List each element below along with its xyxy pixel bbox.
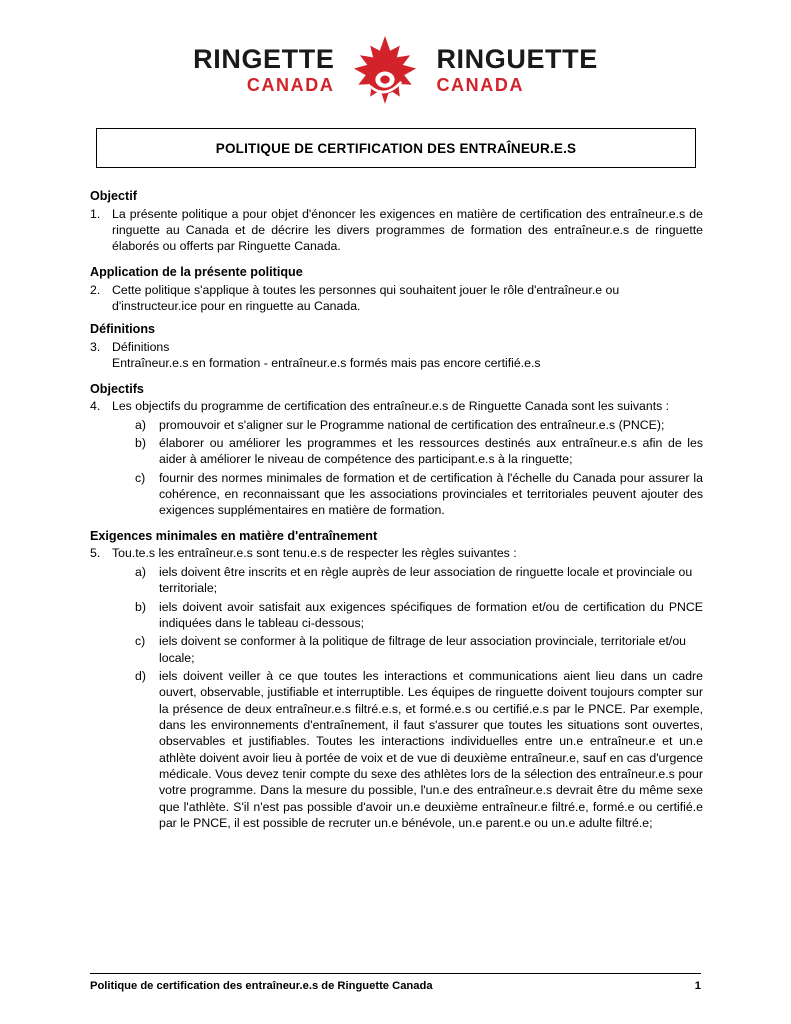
item-letter: c) (135, 470, 146, 485)
item-text: Les objectifs du programme de certification des entraîneur.e.s de Ringuette Canada sont les suivants : (112, 399, 670, 414)
list-item (90, 398, 703, 414)
heading-objectif: Objectif (90, 189, 137, 203)
item-letter: a) (135, 417, 146, 432)
item-text: fournir des normes minimales de formation et de certification à l'échelle du Canada pour assurer la cohérence, en reconnaissant que les associations provinciales et territoriales peuvent ajouter des exigences supplémentaires en matière de formation. (159, 470, 703, 518)
heading-objectifs: Objectifs (90, 381, 144, 396)
item-text: iels doivent avoir satisfait aux exigences spécifiques de formation et/ou de certification du PNCE indiquées dans le tableau ci-dessous; (159, 599, 703, 630)
heading-definitions: Définitions (90, 322, 156, 337)
logo-word-ringette: RINGETTE (193, 44, 335, 75)
maple-leaf-ring-icon (348, 33, 422, 107)
list-item (90, 339, 703, 355)
item-number: 2. (90, 282, 101, 297)
item-number: 3. (90, 339, 101, 354)
organization-logo (0, 34, 791, 106)
item-text: iels doivent être inscrits et en règle auprès de leur association de ringuette locale et provinciale ou territoriale; (159, 564, 693, 596)
list-item (90, 545, 703, 561)
heading-application: Application de la présente politique (90, 264, 303, 279)
logo-sub-canada-en: CANADA (246, 74, 335, 95)
list-item (135, 435, 703, 468)
item-letter: d) (135, 668, 146, 683)
list-item (135, 668, 703, 831)
list-item (90, 282, 703, 315)
item-text: iels doivent veiller à ce que toutes les interactions et communications aient lieu dans un cadre ouvert, observable, justifiable et interruptible. Les équipes de ringuette doivent toujours compter sur la présence de deux entraîneur.e.s filtré.e.s, et formé.e.s ou certifié.e.s par le PNCE. Par exemple, dans les environnements d'entraînement, il faut s'assurer que toutes les situations sont ouvertes, observables et justifiables. Toutes les interactions individuelles entre un.e entraîneur.e et un.e athlète doivent avoir lieu à portée de voix et de vue di deuxième entraîneur.e, sauf en cas d'urgence médicale. Vous devez tenir compte du sexe des athlètes lors de la sélection des entraîneur.e.s pour votre programme. Dans la mesure du possible, l'un.e des entraîneur.e.s devrait être du même sexe que l'athlète. S'il n'est pas possible d'avoir un.e deuxième entraîneur.e filtré.e, formé.e ou certifié.e par le PNCE, il est possible de recruter un.e bénévole, un.e parent.e ou un.e adulte filtré.e; (159, 668, 703, 830)
list-item (135, 633, 703, 666)
item-text: Tou.te.s les entraîneur.e.s sont tenu.e.s de respecter les règles suivantes : (112, 546, 517, 561)
logo-sub-canada-fr: CANADA (436, 74, 525, 95)
item-letter: b) (135, 599, 146, 614)
logo-word-ringuette: RINGUETTE (436, 44, 598, 75)
item-letter: b) (135, 436, 146, 451)
heading-exigences: Exigences minimales en matière d'entraînement (90, 528, 378, 543)
item-text: élaborer ou améliorer les programmes et les ressources destinés aux entraîneur.e.s afin de les aider à améliorer le niveau de compétence des participant.e.s à la ringuette; (159, 436, 703, 467)
sublist-exigences (90, 564, 703, 832)
page-title: POLITIQUE DE CERTIFICATION DES ENTRAÎNEUR.E.S (215, 140, 577, 156)
page-footer (90, 973, 701, 992)
logo-text-english (193, 46, 348, 94)
item-text: promouvoir et s'aligner sur le Programme national de certification des entraîneur.e.s (PNCE); (159, 417, 665, 432)
item-number: 1. (90, 206, 101, 221)
page-number: 1 (694, 980, 701, 992)
item-number: 5. (90, 546, 101, 561)
logo-text-french (422, 46, 597, 94)
list-item (135, 417, 703, 433)
item-text: Cette politique s'applique à toutes les personnes qui souhaitent jouer le rôle d'entraîneur.e ou d'instructeur.ice pour en ringuette au Canada. (112, 282, 620, 313)
document-title-box (96, 128, 696, 168)
item-letter: c) (135, 634, 146, 649)
item-text: Définitions (112, 339, 170, 354)
list-item (135, 470, 703, 519)
item-letter: a) (135, 564, 146, 579)
sublist-objectifs (90, 417, 703, 519)
item-number: 4. (90, 399, 101, 414)
definition-entry: Entraîneur.e.s en formation - entraîneur.e.s formés mais pas encore certifié.e.s (112, 356, 541, 371)
list-item (90, 206, 703, 255)
list-item (135, 564, 703, 597)
item-text: iels doivent se conformer à la politique de filtrage de leur association provinciale, territoriale et/ou locale; (159, 634, 687, 665)
document-body (90, 188, 703, 833)
item-text: La présente politique a pour objet d'énoncer les exigences en matière de certification des entraîneur.e.s de ringuette au Canada et de décrire les divers programmes de formation des entraîneur.e.s de ringuette élaborés ou offerts par Ringuette Canada. (112, 206, 703, 254)
list-item (135, 599, 703, 632)
footer-text: Politique de certification des entraîneur.e.s de Ringuette Canada (90, 980, 433, 992)
